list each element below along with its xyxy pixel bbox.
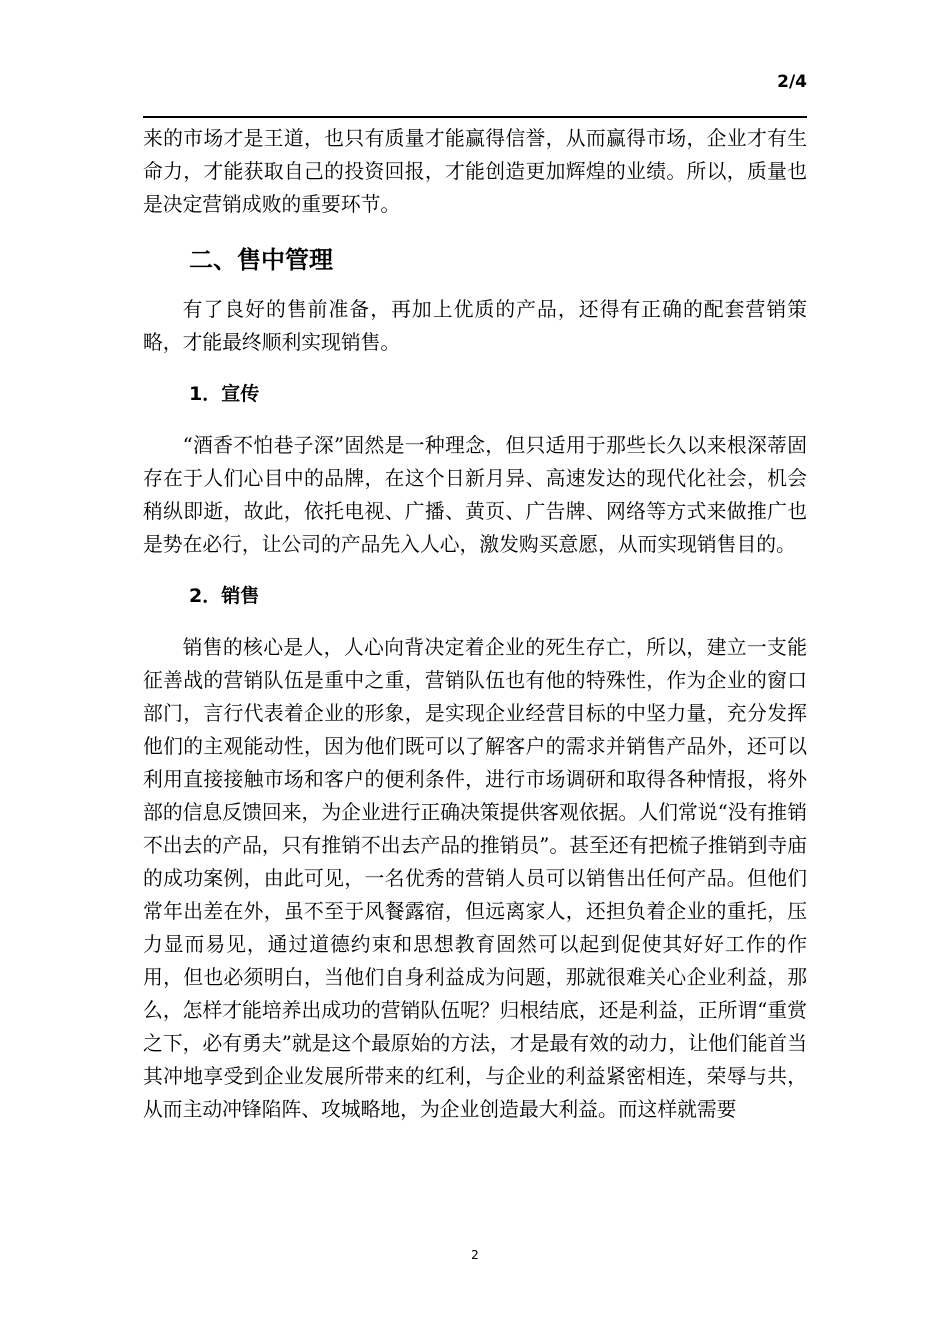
footer-page-number: 2 bbox=[471, 1248, 479, 1262]
subsection-paragraph-publicity: “酒香不怕巷子深”固然是一种理念，但只适用于那些长久以来根深蒂固存在于人们心目中的品牌，在这个日新月异、高速发达的现代化社会，机会稍纵即逝，故此，依托电视、广播、黄页、广告牌、网络等方式来做推广也是势在必行，让公司的产品先入人心，激发购买意愿，从而实现销售目的。 bbox=[143, 434, 807, 556]
subsection-paragraph-sales: 销售的核心是人，人心向背决定着企业的死生存亡，所以，建立一支能征善战的营销队伍是重中之重，营销队伍也有他的特殊性，作为企业的窗口部门，言行代表着企业的形象，是实现企业经营目标的中坚力量，充分发挥他们的主观能动性，因为他们既可以了解客户的需求并销售产品外，还可以利用直接接触市场和客户的便利条件，进行市场调研和取得各种情报，将外部的信息反馈回来，为企业进行正确决策提供客观依据。人们常说“没有推销不出去的产品，只有推销不出去产品的推销员”。甚至还有把梳子推销到寺庙的成功案例，由此可见，一名优秀的营销人员可以销售出任何产品。但他们常年出差在外，虽不至于风餐露宿，但远离家人，还担负着企业的重托，压力显而易见，通过道德约束和思想教育固然可以起到促使其好好工作的作用，但也必须明白，当他们自身利益成为问题，那就很难关心企业利益，那么，怎样才能培养出成功的营销队伍呢？归根结底，还是利益，正所谓“重赏之下，必有勇夫”就是这个最原始的方法，才是最有效的动力，让他们能首当其冲地享受到企业发展所带来的红利，与企业的利益紧密相连，荣辱与共，从而主动冲锋陷阵、攻城略地，为企业创造最大利益。而这样就需要 bbox=[143, 636, 807, 1121]
page-counter: 2/4 bbox=[777, 72, 807, 92]
section-paragraph: 有了良好的售前准备，再加上优质的产品，还得有正确的配套营销策略，才能最终顺利实现销售。 bbox=[143, 298, 807, 354]
intro-paragraph: 来的市场才是王道，也只有质量才能赢得信誉，从而赢得市场，企业才有生命力，才能获取自己的投资回报，才能创造更加辉煌的业绩。所以，质量也是决定营销成败的重要环节。 bbox=[143, 127, 807, 216]
section-heading: 二、售中管理 bbox=[189, 246, 333, 274]
subsection-heading-sales: 2．销售 bbox=[189, 585, 260, 607]
page-header bbox=[143, 68, 807, 118]
subsection-heading-publicity: 1．宣传 bbox=[189, 383, 260, 405]
document-body bbox=[143, 122, 807, 1126]
page-footer bbox=[0, 1248, 950, 1262]
